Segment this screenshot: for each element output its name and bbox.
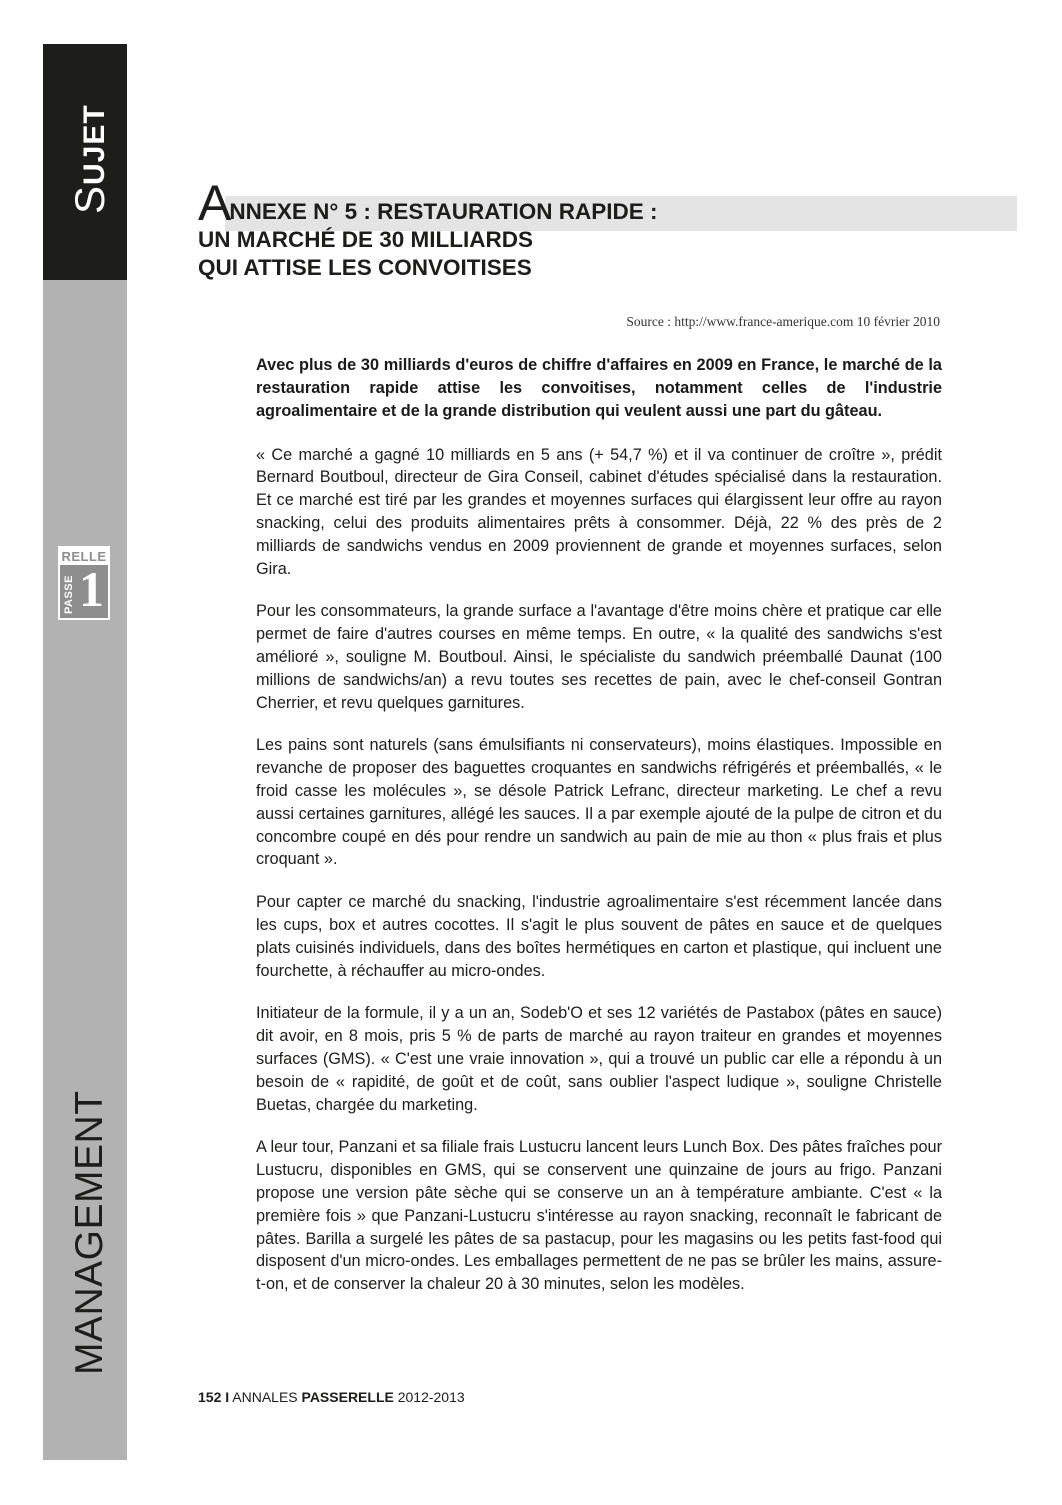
footer-years: 2012-2013: [397, 1389, 465, 1405]
title-drop-cap: A: [198, 175, 232, 231]
subject-label: MANAGEMENT: [68, 1090, 111, 1375]
paragraph: A leur tour, Panzani et sa filiale frais Lustucru lancent leurs Lunch Box. Des pâtes fraîches pour Lustucru, disponibles en GMS, qui se conservent une quinzaine de jours au frigo. Panzani propose une version pâte sèche qui se conserve un an à température ambiante. C'est « la première fois » que Panzani-Lustucru s'intéresse au rayon snacking, reconnaît le fabricant de pâtes. Barilla a surgelé les pâtes de sa pastacup, pour les magasins ou les petits fast-food qui disposent d'un micro-ondes. Les emballages permettent de ne pas se brûler les mains, assure-t-on, et de conserver la chaleur 20 à 30 minutes, selon les modèles.: [256, 1138, 942, 1294]
paragraph: Pour les consommateurs, la grande surface a l'avantage d'être moins chère et pratique car elle permet de faire d'autres courses en même temps. En outre, « la qualité des sandwichs s'est amélioré », souligne M. Boutboul. Ainsi, le spécialiste du sandwich préemballé Daunat (100 millions de sandwichs/an) a revu toutes ses recettes de pain, avec le chef-conseil Gontran Cherrier, et revu quelques garnitures.: [256, 602, 942, 712]
lead-paragraph: Avec plus de 30 milliards d'euros de chiffre d'affaires en 2009 en France, le marché de la restauration rapide attise les convoitises, notamment celles de l'industrie agroalimentaire et de la grande distribution qui veulent aussi une part du gâteau.: [256, 356, 942, 421]
article-body: [256, 354, 942, 1316]
page-title: [198, 175, 998, 282]
logo-top-text: RELLE: [61, 549, 107, 564]
page-number: 152: [198, 1389, 222, 1405]
footer-separator: I: [225, 1389, 230, 1405]
passerelle-logo: [58, 546, 110, 620]
section-label: SUJET: [66, 104, 113, 214]
footer-brand: PASSERELLE: [301, 1389, 394, 1405]
source-citation: Source : http://www.france-amerique.com 10 février 2010: [626, 314, 940, 329]
title-line-2: UN MARCHÉ DE 30 MILLIARDS: [198, 227, 534, 252]
logo-side-text: PASSE: [63, 575, 75, 614]
footer-publication: ANNALES: [232, 1389, 298, 1405]
logo-number: 1: [79, 561, 104, 617]
page-footer: [198, 1389, 465, 1405]
paragraph: Pour capter ce marché du snacking, l'industrie agroalimentaire s'est récemment lancée dans les cups, box et autres cocottes. Il s'agit le plus souvent de pâtes en sauce et de quelques plats cuisinés individuels, dans des boîtes hermétiques en carton et plastique, qui incluent une fourchette, à réchauffer au micro-ondes.: [256, 893, 942, 980]
title-line-3: QUI ATTISE LES CONVOITISES: [198, 255, 532, 280]
paragraph: Initiateur de la formule, il y a un an, Sodeb'O et ses 12 variétés de Pastabox (pâtes en sauce) dit avoir, en 8 mois, pris 5 % de parts de marché au rayon traiteur en grandes et moyennes surfaces (GMS). « C'est une vraie innovation », qui a trouvé un public car elle a répondu à un besoin de « rapidité, de goût et de coût, sans oublier l'aspect ludique », souligne Christelle Buetas, chargée du marketing.: [256, 1004, 942, 1114]
title-line-1: ANNEXE N° 5 : RESTAURATION RAPIDE :: [198, 175, 658, 231]
paragraph: Les pains sont naturels (sans émulsifiants ni conservateurs), moins élastiques. Impossible en revanche de proposer des baguettes croquantes en sandwichs réfrigérés et préemballés, « le froid casse les molécules », se désole Patrick Lefranc, directeur marketing. Le chef a revu aussi certaines garnitures, allégé les sauces. Il a par exemple ajouté de la pulpe de citron et du concombre coupé en dés pour rendre un sandwich au pain de mie au thon « plus frais et plus croquant ».: [256, 736, 942, 869]
paragraph: « Ce marché a gagné 10 milliards en 5 ans (+ 54,7 %) et il va continuer de croître », prédit Bernard Boutboul, directeur de Gira Conseil, cabinet d'études spécialisé dans la restauration. Et ce marché est tiré par les grandes et moyennes surfaces qui élargissent leur offre au rayon snacking, celui des produits alimentaires prêts à consommer. Déjà, 22 % des près de 2 milliards de sandwichs vendus en 2009 proviennent de grande et moyennes surfaces, selon Gira.: [256, 445, 942, 578]
